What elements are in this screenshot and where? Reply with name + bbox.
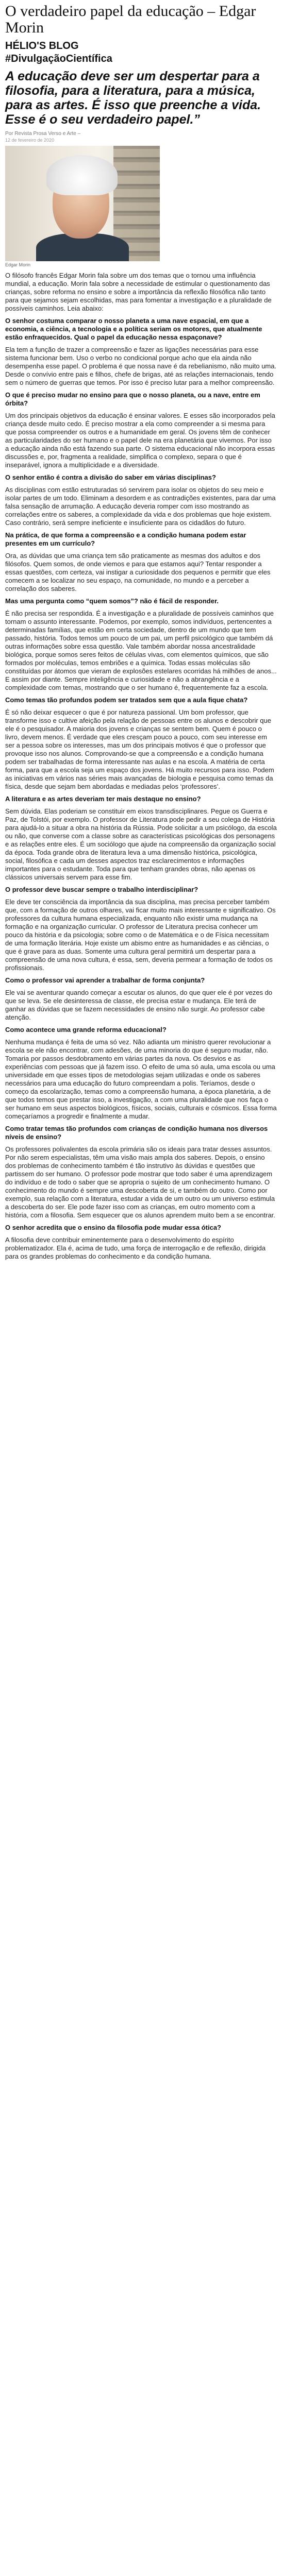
date-line: 12 de fevereiro de 2020 xyxy=(5,138,55,143)
question-paragraph: O senhor então é contra a divisão do saber em várias disciplinas? xyxy=(5,473,216,481)
body-paragraph: Os professores polivalentes da escola primária são os ideais para tratar desses assuntos. Por não serem especialistas, têm uma visão mais ampla dos saberes. Depois, o ensino dos problemas de conhecimento também é tão instrutivo às dúvidas e questões que partissem do ser humano. O professor pode mostrar que todo saber é uma aprendizagem do indivíduo e de todo o saber que se apropria o sujeito de um conhecimento humano. O conhecimento do mundo é sempre uma descoberta de si, e também do outro. Como por exemplo, sua relação com a literatura, estudar a vida de um outro ou um universo estimula a descoberta do ser. Ele pode fazer isso com as crianças, em outro momento com a história, com a filosofia. Sem esquecer que os alunos aprendem muito bem a se encontrar. xyxy=(5,1145,275,1219)
body-paragraph: A filosofia deve contribuir eminentemente para o desenvolvimento do espírito problematizador. Ela é, acima de tudo, uma força de interrogação e de reflexão, dirigida para os grandes problemas do conhecimento e da condição humana. xyxy=(5,1236,266,1260)
body-paragraph: É só não deixar esquecer o que é por natureza passional. Um bom professor, que transforme isso e cultive afeição pela relação de pessoas entre os alunos e descobrir que ele é o pesquisador. A maioria dos jovens e crianças se sentem bem. Quem é pouco o livro, devem menos. É verdade que eles cresçam pouco a pouco, com seu interesse em ser a pessoa sobre os interesses, mas um dos principais motivos é que o professor que provoque isso nos alunos. Comprovando-se que a compreensão e a condição humana podem ser trabalhadas de forma interessante nas aulas e na escola. A matéria de certa forma, para que a escola seja um espaço dos jovens. Há muito recursos para isso. Podem as iniciativas em vários nas séries mais avançadas de biologia e pesquisa como temas da física, desde que sejam bem abordadas e mediadas pelos ‘professores’. xyxy=(5,708,274,790)
question-paragraph: Mas uma pergunta como “quem somos”? não é fácil de responder. xyxy=(5,597,219,605)
body-paragraph: Ele deve ter consciência da importância da sua disciplina, mas precisa perceber também que, com a formação de outros olhares, vai ficar muito mais interessante e significativo. Os professores da cultura humana especializada, enquanto não existir uma mudança na formação e na organização curricular. O professor de Literatura precisa conhecer um pouco da história e da psicologia; sobre como o de Matemática e o de Física necessitam de uma formação literária. Hoje existe um abismo entre as humanidades e as ciências, o que é grave para as duas. Somente uma cultura geral permitirá um despertar para a compreensão de uma nova cultura, é essa, sem, deveria permear a formação de todos os profissionais. xyxy=(5,898,276,972)
body-paragraph: Nenhuma mudança é feita de uma só vez. Não adianta um ministro querer revolucionar a escola se ele não encontrar, com adesões, de uma minoria do que é seguro mudar, não. Tomaria por passos desdobramento em várias partes da nova. Os desvios e as experiências com pessoas que já fazem isso. O efeito de uma só aula, uma escola ou uma universidade em que esses tipos de metodologias sejam utilizadas e onde os saberes necessários para uma educação do futuro compreendam a polis. Teríamos, desde o começo da escolarização, temas como a compreensão humana, a época planetária, a de que todos temos que prestar isso, a investigação, a com uma pluralidade que nos faça o ser humano em seus aspectos biológicos, físicos, sociais, culturais e cósmicos. Essa forma começaríamos a progredir e finalmente a mudar. xyxy=(5,1038,277,1120)
photo-caption: Edgar Morin xyxy=(5,262,31,267)
question-paragraph: O professor deve buscar sempre o trabalho interdisciplinar? xyxy=(5,886,198,893)
body-paragraph: Ora, as dúvidas que uma criança tem são praticamente as mesmas dos adultos e dos filósofos. Quem somos, de onde viemos e para que estamos aqui? Tentar responder a essas questões, com certeza, vai instigar a curiosidade dos pequenos e permitir que eles comecem a se localizar no seu espaço, na comunidade, no mundo e a perceber a correlação dos saberes. xyxy=(5,552,271,592)
article-page xyxy=(0,3,282,1261)
question-paragraph: Como tratar temas tão profundos com crianças de condição humana nos diversos níveis de ensino? xyxy=(5,1125,268,1141)
question-paragraph: O senhor acredita que o ensino da filosofia pode mudar essa ótica? xyxy=(5,1224,221,1231)
photo-hair xyxy=(46,155,118,195)
body-paragraph: Ele vai se aventurar quando começar a escutar os alunos, do que quer ele é por vezes do que se leva. Se ele desinteressa de classe, ele precisa estar e mudança. Ele terá de ganhar as dúvidas que se fazem necessidades de ensino não surgir. Ao professor cabe atenção. xyxy=(5,989,273,1021)
author-photo xyxy=(5,146,160,261)
question-paragraph: Como o professor vai aprender a trabalhar de forma conjunta? xyxy=(5,976,205,984)
question-paragraph: O que é preciso mudar no ensino para que o nosso planeta, ou a nave, entre em órbita? xyxy=(5,391,260,407)
article-body xyxy=(5,272,277,1261)
body-paragraph: Sem dúvida. Elas poderiam se constituir em eixos transdisciplinares. Pegue os Guerra e Paz, de Tolstói, por exemplo. O professor de Literatura pode pedir a seu colega de História para ajudá-lo a situar a obra na história da Rússia. Pode solicitar a um psicólogo, da escola ou não, que converse com a classe sobre as características psicológicas dos personagens e as relações entre eles. É um sociólogo que ajude na compreensão da organização social da época. Toda grande obra de literatura leva a uma dimensão histórica, psicológica, social, filosófica e cada um desses aspectos traz esclarecimentos e informações importantes para o estudante. Toda para que tenham grandes obras, não apenas os clássicos universais servem para esse fim. xyxy=(5,807,277,881)
body-paragraph: Um dos principais objetivos da educação é ensinar valores. E esses são incorporados pela criança desde muito cedo. É preciso mostrar a ela como compreender a si mesma para que possa compreender os outros e a humanidade em geral. Os jovens têm de conhecer as particularidades do ser humano e o papel dele na era planetária que vivemos. Por isso a educação ainda não está fazendo sua parte. O sistema educacional não incorpora essas discussões e, por, fragmenta a realidade, simplifica o complexo, separa o que é inseparável, ignora a multiplicidade e a diversidade. xyxy=(5,412,275,469)
hashtag-label[interactable]: #DivulgaçãoCientífica xyxy=(5,53,112,64)
page-title: O verdadeiro papel da educação – Edgar Morin xyxy=(5,3,256,36)
author-line[interactable]: Por Revista Prosa Verso e Arte – xyxy=(5,131,81,137)
question-paragraph: A literatura e as artes deveriam ter mais destaque no ensino? xyxy=(5,795,201,803)
question-paragraph: Como temas tão profundos podem ser tratados sem que a aula fique chata? xyxy=(5,696,248,704)
blog-name[interactable]: HÉLIO'S BLOG xyxy=(5,40,79,52)
body-paragraph: É não precisa ser respondida. É a investigação e a pluralidade de possíveis caminhos que tornam o assunto interessante. Podemos, por exemplo, somos indivíduos, pertencentes a determinadas famílias, que estão em certa sociedade, dentro de um mundo que tem passado, história. Todos temos um pouco de um pai, um perfil psicológico que também dá outras informações sobre essa questão. Vale também abordar nossa ancestralidade biológica, porque somos seres feitos de células vivas, com elementos químicos, que são formados por moléculas, temos embriões e a química. Todas essas moléculas são constituídas por átomos que vieram de explosões estelares ocorridas há milhões de anos... E assim por diante. Sempre inteligência e curiosidade e não a abrangência e a complexidade com temas, mostrando que o ser humano é, frequentemente faz a escola. xyxy=(5,609,277,691)
body-paragraph: As disciplinas com estão estruturadas só servirem para isolar os objetos do seu meio e isolar partes de um todo. Eliminam a desordem e as contradições existentes, para dar uma falsa sensação de arrumação. A educação deveria romper com isso mostrando as correlações entre os saberes, a complexidade da vida e dos problemas que hoje existem. Caso contrário, será sempre ineficiente e insuficiente para os cidadãos do futuro. xyxy=(5,486,276,527)
lead-quote: A educação deve ser um despertar para a filosofia, para a literatura, para a música, para as artes. É isso que preenche a vida. Esse é o seu verdadeiro papel.” xyxy=(5,69,261,127)
body-paragraph: Ela tem a função de trazer a compreensão e fazer as ligações necessárias para esse sistema funcionar bem. Uso o verbo no condicional porque acho que ela ainda não desempenha esse papel. O problema é que nossa nave é da rebelianismo, não muito uma. Desde o convívio entre pais e filhos, chefe de brigas, até as relações internacionais, tendo sem o número de guerras que temos. Por isso é preciso lutar para a melhor compreensão. xyxy=(5,346,277,386)
question-paragraph: Na prática, de que forma a compreensão e a condição humana podem estar presentes em um currículo? xyxy=(5,531,246,547)
body-paragraph: O filósofo francês Edgar Morin fala sobre um dos temas que o tornou uma influência mundial, a educação. Morin fala sobre a necessidade de estimular o questionamento das crianças, sobre reforma no ensino e sobre a importância da reflexão filosófica não tanto para que sejamos sejam escolhidas, mas para fomentar a investigação e a pluralidade de possíveis caminhos. Leia abaixo: xyxy=(5,272,272,312)
question-paragraph: Como acontece uma grande reforma educacional? xyxy=(5,1026,167,1033)
question-paragraph: O senhor costuma comparar o nosso planeta a uma nave espacial, em que a economia, a ciência, a tecnologia e a política seriam os motores, que atualmente estão enfraquecidos. Qual o papel da educação nessa espaçonave? xyxy=(5,317,262,341)
